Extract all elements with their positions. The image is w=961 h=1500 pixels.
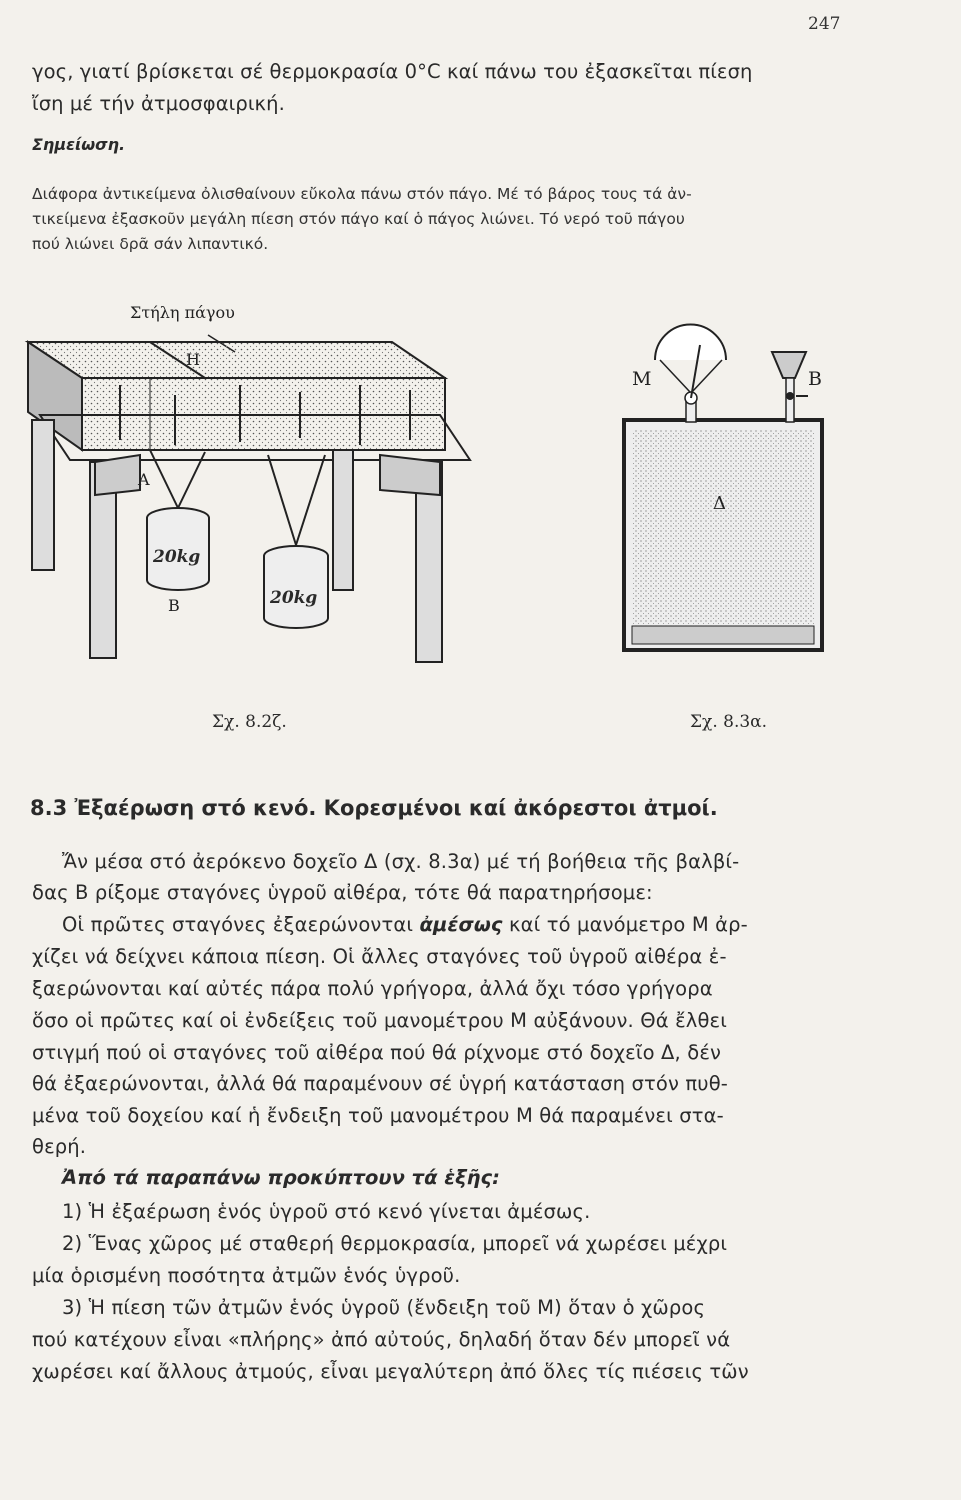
para2-line-5: στιγμή πού οἱ σταγόνες τοῦ αἰθέρα πού θά ρίχνομε στό δοχεῖο Δ, δέν bbox=[32, 1041, 722, 1064]
section-heading: 8.3 Ἐξαέρωση στό κενό. Κορεσμένοι καί ἀκόρεστοι ἀτμοί. bbox=[30, 796, 718, 820]
point-2-line-2: μία ὁρισμένη ποσότητα ἀτμῶν ἑνός ὑγροῦ. bbox=[32, 1264, 461, 1287]
ice-column-title: Στήλη πάγου bbox=[130, 303, 235, 322]
weight-2-label: 20kg bbox=[270, 588, 318, 608]
point-1: 1) Ἡ ἐξαέρωση ἑνός ὑγροῦ στό κενό γίνεται ἀμέσως. bbox=[62, 1200, 591, 1223]
para1-line-1: Ἄν μέσα στό ἀερόκενο δοχεῖο Δ (σχ. 8.3α) μέ τή βοήθεια τῆς βαλβί- bbox=[62, 850, 740, 873]
para2-line-8: θερή. bbox=[32, 1135, 87, 1158]
page-number: 247 bbox=[808, 14, 841, 34]
para2-line-1 bbox=[62, 913, 748, 936]
note-line-2: τικείμενα ἐξασκοῦν μεγάλη πίεση στόν πάγο καί ὁ πάγος λιώνει. Τό νερό τοῦ πάγου bbox=[32, 210, 685, 228]
para1-line-2: δας Β ρίξομε σταγόνες ὑγροῦ αἰθέρα, τότε θά παρατηρήσομε: bbox=[32, 881, 653, 904]
note-line-3: πού λιώνει δρᾶ σάν λιπαντικό. bbox=[32, 235, 269, 253]
para2-end: καί τό μανόμετρο Μ ἀρ- bbox=[502, 913, 748, 936]
label-d: Δ bbox=[713, 493, 726, 514]
point-3-line-3: χωρέσει καί ἄλλους ἀτμούς, εἶναι μεγαλύτερη ἀπό ὅλες τίς πιέσεις τῶν bbox=[32, 1360, 749, 1383]
label-a: Α bbox=[138, 470, 150, 489]
weight-1-label: 20kg bbox=[153, 547, 201, 567]
para2-line-7: μένα τοῦ δοχείου καί ἡ ἔνδειξη τοῦ μανομέτρου Μ θά παραμένει στα- bbox=[32, 1104, 724, 1127]
intro-line-1: γος, γιατί βρίσκεται σέ θερμοκρασία 0°C καί πάνω του ἐξασκεῖται πίεση bbox=[32, 60, 753, 83]
para2-start: Οἱ πρῶτες σταγόνες ἐξαερώνονται bbox=[62, 913, 420, 936]
para2-line-4: ὅσο οἱ πρῶτες καί οἱ ἐνδείξεις τοῦ μανομέτρου Μ αὐξάνουν. Θά ἔλθει bbox=[32, 1009, 727, 1032]
para2-line-2: χίζει νά δείχνει κάποια πίεση. Οἱ ἄλλες σταγόνες τοῦ ὑγροῦ αἰθέρα ἐ- bbox=[32, 945, 727, 968]
caption-8-3a: Σχ. 8.3α. bbox=[690, 712, 768, 732]
point-3-line-1: 3) Ἡ πίεση τῶν ἀτμῶν ἑνός ὑγροῦ (ἔνδειξη τοῦ Μ) ὅταν ὁ χῶρος bbox=[62, 1296, 706, 1319]
label-m: Μ bbox=[632, 368, 652, 390]
label-b-left: Β bbox=[168, 596, 180, 615]
note-title: Σημείωση. bbox=[32, 135, 126, 154]
point-3-line-2: πού κατέχουν εἶναι «πλήρης» ἀπό αὐτούς, δηλαδή ὅταν δέν μπορεῖ νά bbox=[32, 1328, 731, 1351]
label-b-right: Β bbox=[808, 368, 822, 390]
note-line-1: Διάφορα ἀντικείμενα ὀλισθαίνουν εὔκολα πάνω στόν πάγο. Μέ τό βάρος τους τά ἀν- bbox=[32, 185, 692, 203]
label-h: Η bbox=[186, 350, 200, 369]
para2-line-3: ξαερώνονται καί αὐτές πάρα πολύ γρήγορα, ἀλλά ὄχι τόσο γρήγορα bbox=[32, 977, 713, 1000]
caption-8-2z: Σχ. 8.2ζ. bbox=[212, 712, 287, 732]
conclusions-heading: Ἀπό τά παραπάνω προκύπτουν τά ἑξῆς: bbox=[62, 1166, 500, 1189]
para2-emphasis: ἀμέσως bbox=[419, 913, 503, 936]
point-2-line-1: 2) Ἕνας χῶρος μέ σταθερή θερμοκρασία, μπορεῖ νά χωρέσει μέχρι bbox=[62, 1232, 728, 1255]
para2-line-6: θά ἐξαερώνονται, ἀλλά θά παραμένουν σέ ὑγρή κατάσταση στόν πυθ- bbox=[32, 1072, 728, 1095]
intro-line-2: ἴση μέ τήν ἀτμοσφαιρική. bbox=[32, 92, 285, 115]
